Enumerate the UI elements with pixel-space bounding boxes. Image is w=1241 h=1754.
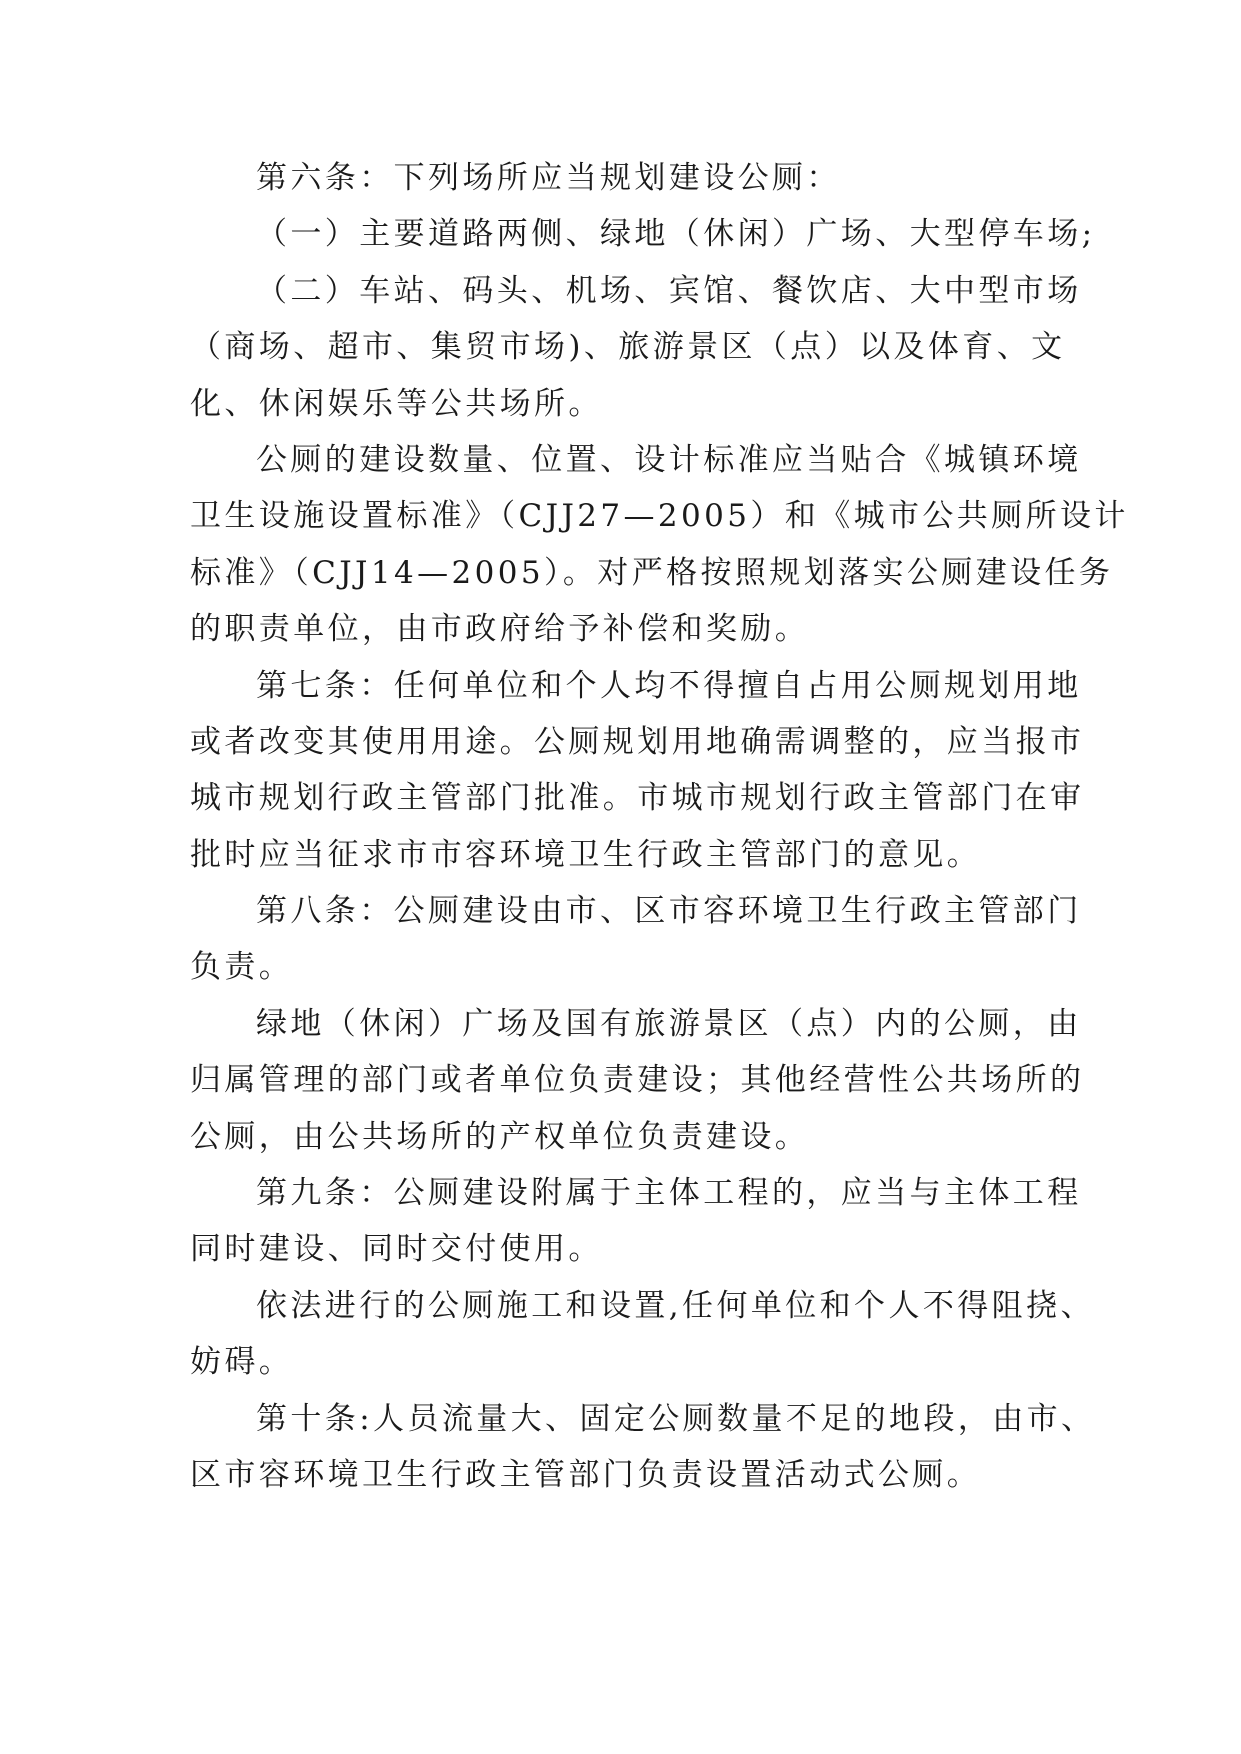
text-line: （一）主要道路两侧、绿地（休闲）广场、大型停车场; [256,216,1096,253]
text-line: 第九条：公厕建设附属于主体工程的，应当与主体工程 [256,1175,1082,1212]
text-line: 的职责单位，由市政府给予补偿和奖励。 [190,611,810,648]
text-line: （商场、超市、集贸市场)、旅游景区（点）以及体育、文 [190,329,1066,366]
text-line: 公厕，由公共场所的产权单位负责建设。 [190,1118,810,1155]
text-line: 公厕的建设数量、位置、设计标准应当贴合《城镇环境 [256,441,1082,478]
text-line: （二）车站、码头、机场、宾馆、餐饮店、大中型市场 [256,272,1082,309]
text-line: 第七条：任何单位和个人均不得擅自占用公厕规划用地 [256,667,1082,704]
document-body [190,150,1129,1503]
text-line: 第十条:人员流量大、固定公厕数量不足的地段，由市、 [256,1400,1096,1437]
text-line: 区市容环境卫生行政主管部门负责设置活动式公厕。 [190,1456,982,1493]
text-line: 同时建设、同时交付使用。 [190,1231,603,1268]
text-line: 第六条：下列场所应当规划建设公厕： [256,160,841,196]
text-line: 依法进行的公厕施工和设置,任何单位和个人不得阻挠、 [256,1287,1095,1324]
text-line: 第八条：公厕建设由市、区市容环境卫生行政主管部门 [256,893,1082,930]
text-line: 批时应当征求市市容环境卫生行政主管部门的意见。 [190,836,982,873]
text-line: 绿地（休闲）广场及国有旅游景区（点）内的公厕，由 [256,1005,1082,1042]
text-line: 化、休闲娱乐等公共场所。 [190,385,603,422]
text-line: 城市规划行政主管部门批准。市城市规划行政主管部门在审 [190,780,1085,817]
text-line: 负责。 [190,949,294,986]
text-line: 妨碍。 [190,1344,294,1381]
text-line: 卫生设施设置标准》（CJJ27—2005）和《城市公共厕所设计 [190,498,1129,535]
text-line: 归属管理的部门或者单位负责建设；其他经营性公共场所的 [190,1062,1085,1099]
text-line: 标准》（CJJ14—2005）。对严格按照规划落实公厕建设任务 [190,554,1114,591]
text-line: 或者改变其使用用途。公厕规划用地确需调整的，应当报市 [190,723,1085,760]
